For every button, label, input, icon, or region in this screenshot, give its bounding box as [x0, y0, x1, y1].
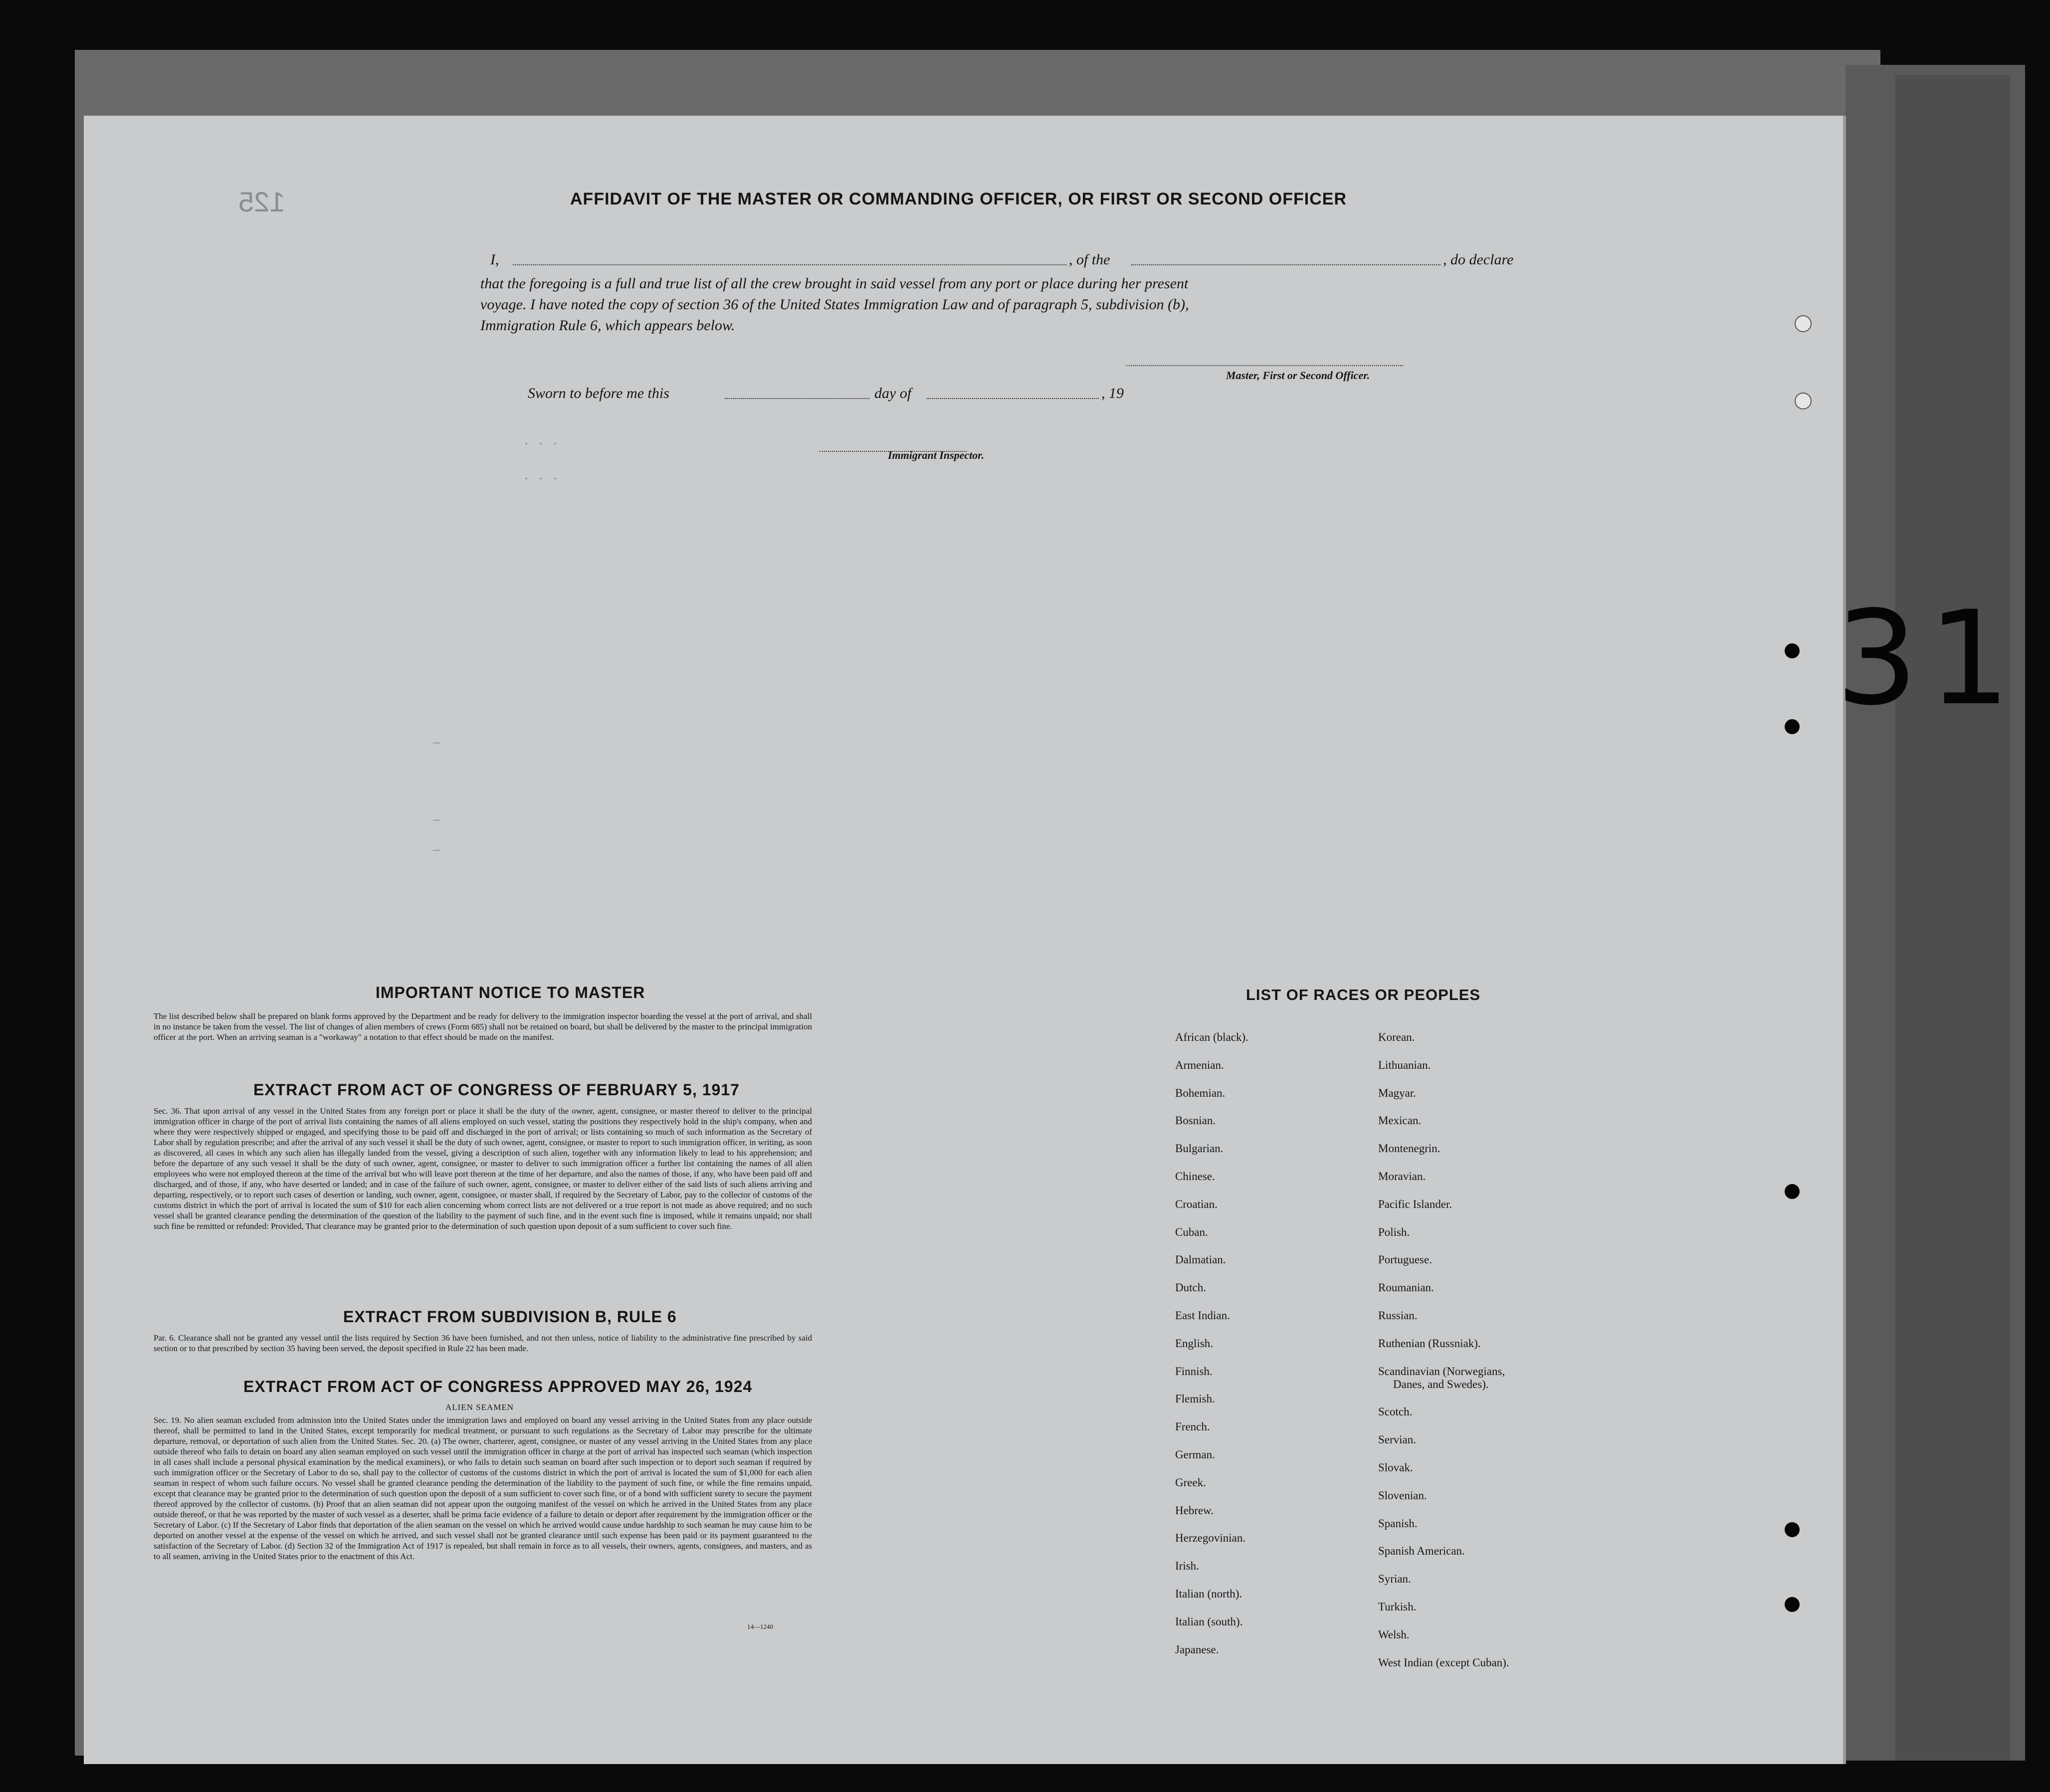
race-item: Russian. [1378, 1309, 1418, 1322]
race-item: Finnish. [1175, 1365, 1213, 1378]
bleed-through-mark: — [433, 737, 440, 750]
race-item: Bulgarian. [1175, 1142, 1224, 1155]
race-item: Syrian. [1378, 1573, 1411, 1586]
race-item: Danes, and Swedes). [1393, 1378, 1489, 1391]
document-page [84, 116, 1846, 1764]
race-item: Scotch. [1378, 1405, 1413, 1418]
year-text: , 19 [1101, 385, 1124, 401]
race-item: West Indian (except Cuban). [1378, 1656, 1509, 1669]
race-item: Slovak. [1378, 1461, 1413, 1474]
extract-1917-text: Sec. 36. That upon arrival of any vessel in the United States from any foreign port or place it shall be the duty of the owner, agent, consignee, or master thereof to deliver to the principal immigration officer in charge of the port of arrival lists containing the names of all aliens employed on such vessel, stating the positions they respectively hold in the ship's company, when and where they were respectively shipped or engaged, and specifying those to be paid off and discharged in the port of arrival; or lists containing so much of such information as the Secretary of Labor shall by regulation prescribe; and after the arrival of any such vessel it shall be the duty of such owner, agent, consignee, or master to report to such immigration officer, in writing, as soon as discovered, all cases in which any such alien has illegally landed from the vessel, giving a description of such alien, together with any information likely to lead to his apprehension; and before the departure of any such vessel it shall be the duty of such owner, agent, consignee, or master to deliver to such immigration officer a further list containing the names of all alien employees who were not employed thereon at the time of the arrival but who will leave port thereon at the time of her departure, and also the names of those, if any, who have been paid off and discharged, and of those, if any, who have deserted or landed; and in case of the failure of such owner, agent, consignee, or master to deliver either of the said lists of such aliens arriving and departing, respectively, or to report such cases of desertion or landing, such owner, agent, consignee, or master shall, if required by the Secretary of Labor, pay to the collector of customs of the customs district in which the port of arrival is located the sum of $10 for each alien concerning whom correct lists are not delivered or a true report is not made as above required; and no such vessel shall be granted clearance pending the determination of the question of the liability to the payment of such fine, and in the event such fine is imposed, while it remains unpaid; nor shall such fine be remitted or refunded: Provided, That clearance may be granted prior to the determination of such question upon deposit of a sum sufficient to cover such fine. [154, 1106, 812, 1231]
notice-title: IMPORTANT NOTICE TO MASTER [376, 984, 645, 1001]
race-item: Spanish American. [1378, 1545, 1465, 1558]
race-item: French. [1175, 1420, 1210, 1433]
race-item: Japanese. [1175, 1643, 1219, 1656]
race-item: Mexican. [1378, 1114, 1422, 1127]
race-item: Korean. [1378, 1031, 1415, 1043]
race-item: Ruthenian (Russniak). [1378, 1337, 1481, 1350]
vessel-blank [1131, 264, 1440, 265]
inspector-caption: Immigrant Inspector. [888, 449, 985, 461]
race-item: Cuban. [1175, 1225, 1208, 1238]
extract-rule6-title: EXTRACT FROM SUBDIVISION B, RULE 6 [343, 1308, 677, 1326]
race-item: Dutch. [1175, 1281, 1206, 1294]
race-item: Servian. [1378, 1433, 1417, 1446]
race-item: Bosnian. [1175, 1114, 1216, 1127]
race-item: Lithuanian. [1378, 1058, 1431, 1071]
race-item: Italian (north). [1175, 1588, 1242, 1600]
punch-hole [1785, 1597, 1800, 1612]
affidavit-line-2: that the foregoing is a full and true list of all the crew brought in said vessel from any port or place during her present [480, 275, 1189, 292]
affidavit-line-4: Immigration Rule 6, which appears below. [480, 317, 735, 334]
race-item: English. [1175, 1337, 1214, 1350]
race-item: Magyar. [1378, 1086, 1417, 1099]
page-number: 125 [238, 186, 285, 217]
race-item: East Indian. [1175, 1309, 1230, 1322]
race-item: Welsh. [1378, 1628, 1410, 1641]
name-blank [513, 264, 1066, 265]
bleed-through-mark: . . . [523, 435, 559, 448]
sworn-text: Sworn to before me this [528, 385, 669, 401]
race-item: Moravian. [1378, 1170, 1426, 1183]
sworn-month-blank [927, 398, 1099, 399]
extract-rule6-text: Par. 6. Clearance shall not be granted any vessel until the lists required by Section 36 have been furnished, and not then unless, notice of liability to the administrative fine prescribed by said section or to that prescribed by section 35 having been served, the deposit specified in Rule 22 has been made. [154, 1333, 812, 1353]
punch-hole [1795, 315, 1812, 332]
background-sheet [1895, 75, 2010, 1761]
race-item: Armenian. [1175, 1058, 1224, 1071]
master-signature-line [1126, 365, 1403, 366]
affidavit-i: I, [490, 251, 499, 268]
race-item: Scandinavian (Norwegians, [1378, 1365, 1505, 1378]
race-item: Montenegrin. [1378, 1142, 1440, 1155]
affidavit-of-the: , of the [1069, 251, 1110, 268]
affidavit-line-3: voyage. I have noted the copy of section 36 of the United States Immigration Law and of paragraph 5, subdivision (b), [480, 296, 1189, 313]
race-item: Italian (south). [1175, 1615, 1243, 1628]
bleed-through-mark: . . . [523, 470, 559, 483]
punch-hole [1795, 393, 1812, 409]
extract-1917-title: EXTRACT FROM ACT OF CONGRESS OF FEBRUARY 5, 1917 [253, 1081, 740, 1099]
race-item: Irish. [1175, 1560, 1199, 1573]
punch-hole [1785, 719, 1800, 734]
races-title: LIST OF RACES OR PEOPLES [1246, 986, 1481, 1003]
race-item: Spanish. [1378, 1517, 1418, 1530]
punch-hole [1785, 643, 1800, 658]
day-of-text: day of [874, 385, 912, 401]
sworn-day-blank [725, 398, 869, 399]
extract-1924-subtitle: ALIEN SEAMEN [445, 1402, 514, 1412]
race-item: Slovenian. [1378, 1489, 1427, 1502]
affidavit-declare: , do declare [1443, 251, 1514, 268]
handwritten-sheet-number: 31 [1836, 584, 2021, 734]
form-number: 14—1240 [747, 1623, 773, 1630]
affidavit-title: AFFIDAVIT OF THE MASTER OR COMMANDING OFFICER, OR FIRST OR SECOND OFFICER [570, 190, 1347, 208]
race-item: African (black). [1175, 1031, 1248, 1043]
bleed-through-mark: — [433, 844, 440, 857]
race-item: German. [1175, 1448, 1215, 1461]
race-item: Roumanian. [1378, 1281, 1434, 1294]
bleed-through-mark: — [433, 814, 440, 827]
notice-text: The list described below shall be prepared on blank forms approved by the Department and be ready for delivery to the immigration inspector boarding the vessel at the port of arrival, and shall in no instance be taken from the vessel. The list of changes of alien members of crews (Form 685) shall not be retained on board, but shall be delivered by the master to the principal immigration officer at the port. When an arriving seaman is a "workaway" a notation to that effect should be made on the manifest. [154, 1011, 812, 1042]
race-item: Polish. [1378, 1225, 1410, 1238]
race-item: Dalmatian. [1175, 1253, 1226, 1266]
race-item: Bohemian. [1175, 1086, 1226, 1099]
race-item: Herzegovinian. [1175, 1532, 1246, 1545]
race-item: Chinese. [1175, 1170, 1215, 1183]
race-item: Pacific Islander. [1378, 1197, 1452, 1210]
punch-hole [1785, 1184, 1800, 1199]
extract-1924-text: Sec. 19. No alien seaman excluded from admission into the United States under the immigration laws and employed on board any vessel arriving in the United States from any place outside thereof, shall be permitted to land in the United States, except temporarily for medical treatment, or pursuant to such regulations as the Secretary of Labor may prescribe for the ultimate departure, removal, or deportation of such alien from the United States. Sec. 20. (a) The owner, charterer, agent, consignee, or master of any vessel arriving in the United States from any place outside thereof who fails to detain on board any alien seaman employed on such vessel until the immigration officer in charge at the port of arrival has inspected such seaman (which inspection in all cases shall include a personal physical examination by the medical examiners), or who fails to detain such seaman on board after such inspection or to deport such seaman if required by such immigration officer or the Secretary of Labor to do so, shall pay to the collector of customs of the customs district in which the port of arrival is located the sum of $1,000 for each alien seaman in respect of whom such failure occurs. No vessel shall be granted clearance pending the determination of the liability to the payment of such fine, or while the fine remains unpaid, except that clearance may be granted prior to the determination of such question upon the deposit of a sum sufficient to cover such fine, or of a bond with sufficient surety to secure the payment thereof approved by the collector of customs. (b) Proof that an alien seaman did not appear upon the outgoing manifest of the vessel on which he arrived in the United States from any place outside thereof, or that he was reported by the master of such vessel as a deserter, shall be prima facie evidence of a failure to detain or deport after requirement by the immigration officer or the Secretary of Labor. (c) If the Secretary of Labor finds that deportation of the alien seaman on the vessel on which he arrived would cause undue hardship to such seaman he may cause him to be deported on another vessel at the expense of the vessel on which he arrived, and such vessel shall not be granted clearance until such expense has been paid or its payment guaranteed to the satisfaction of the Secretary of Labor. (d) Section 32 of the Immigration Act of 1917 is repealed, but shall remain in force as to all vessels, their owners, agents, consignees, and masters, and as to all seamen, arriving in the United States prior to the enactment of this Act. [154, 1415, 812, 1561]
punch-hole [1785, 1522, 1800, 1537]
race-item: Greek. [1175, 1476, 1206, 1489]
race-item: Hebrew. [1175, 1504, 1214, 1517]
race-item: Croatian. [1175, 1197, 1218, 1210]
master-caption: Master, First or Second Officer. [1226, 369, 1370, 382]
extract-1924-title: EXTRACT FROM ACT OF CONGRESS APPROVED MAY 26, 1924 [243, 1378, 753, 1395]
race-item: Flemish. [1175, 1393, 1215, 1405]
race-item: Turkish. [1378, 1600, 1417, 1613]
race-item: Portuguese. [1378, 1253, 1432, 1266]
